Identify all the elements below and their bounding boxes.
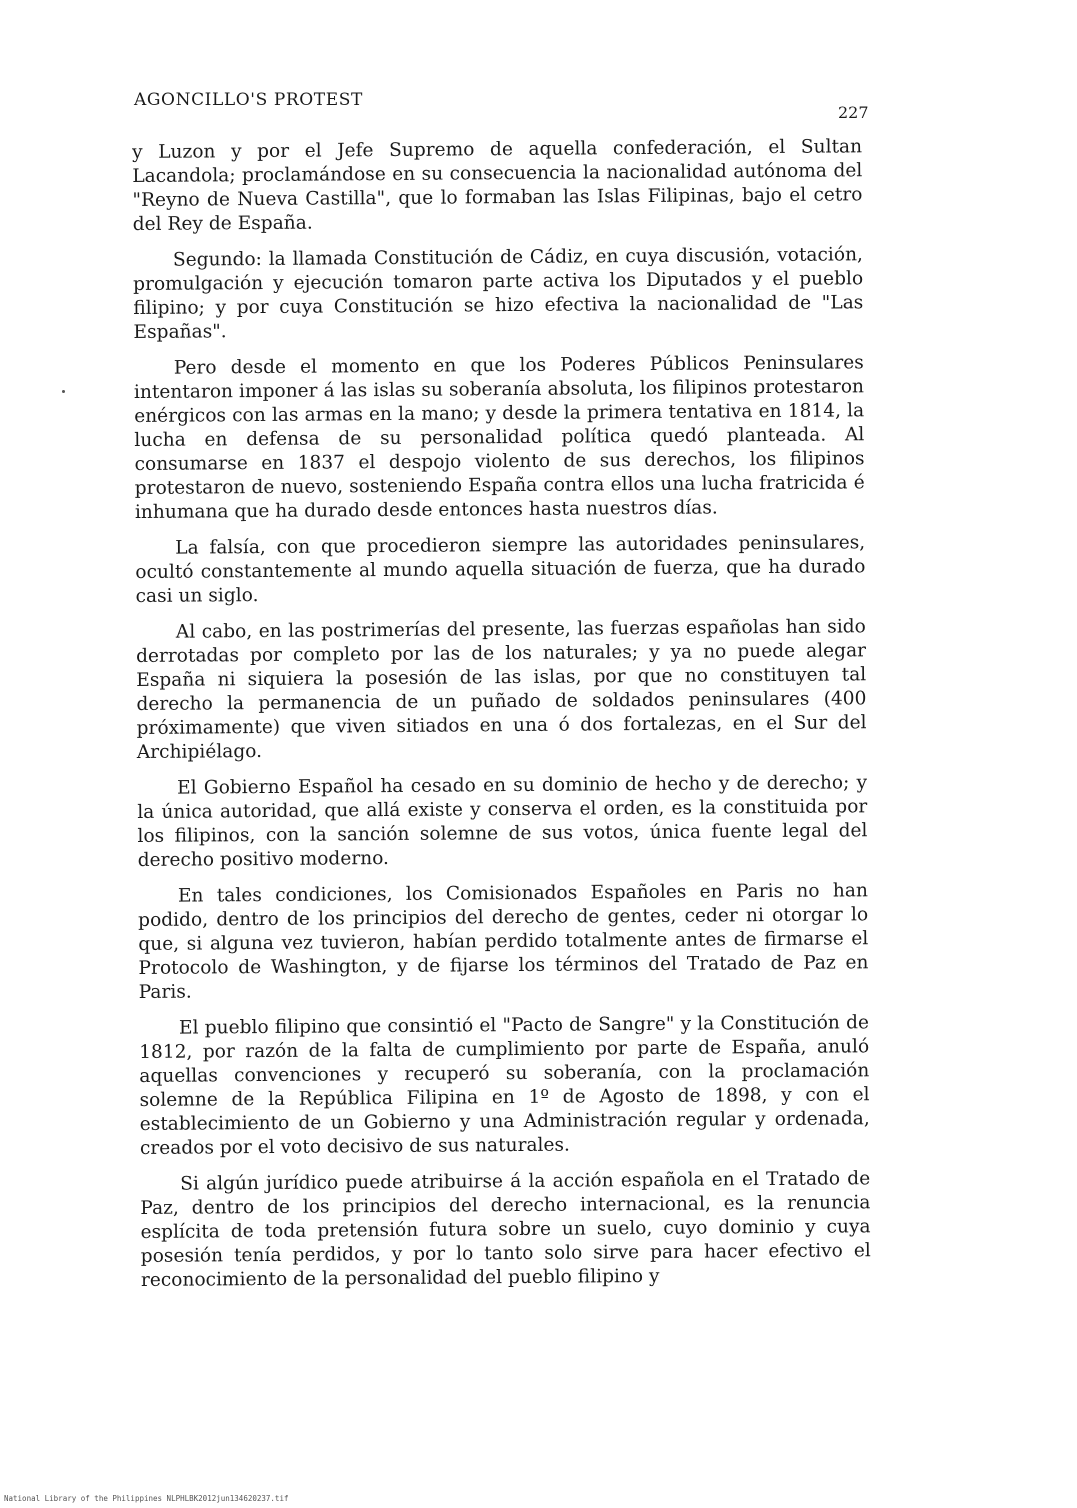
scan-speck: [62, 390, 65, 393]
running-head: AGONCILLO'S PROTEST: [134, 90, 363, 110]
paragraph: Pero desde el momento en que los Poderes Públicos Peninsulares intentaron imponer á las islas su soberanía absoluta, los filipinos protestaron enérgicos con las armas en la mano; y desde la primera tentativa en 1814, la lucha en defensa de su personalidad política quedó planteada. Al consumarse en 1837 el despojo violento de sus derechos, los filipinos protestaron de nuevo, sosteniendo España contra ellos una lucha fratricida é inhumana que ha durado desde entonces hasta nuestros días.: [133, 352, 865, 523]
paragraph: Segundo: la llamada Constitución de Cádiz, en cuya discusión, votación, promulgación y ejecución tomaron parte activa los Diputados y el pueblo filipino; y por cuya Constitución se hizo efectiva la nacionalidad de "Las Españas".: [133, 244, 864, 343]
body-text: [132, 135, 871, 1293]
paragraph: Al cabo, en las postrimerías del presente, las fuerzas españolas han sido derrotadas por completo por las de los naturales; y ya no puede alegar España ni siquiera la posesión de las islas, por que no constituyen tal derecho la permanencia de un puñado de soldados peninsulares (400 próximamente) que viven sitiados en una ó dos fortalezas, en el Sur del Archipiélago.: [135, 616, 867, 763]
paragraph: La falsía, con que procedieron siempre las autoridades peninsulares, ocultó constantemente al mundo aquella situación de fuerza, que ha durado casi un siglo.: [135, 532, 866, 607]
paragraph: Si algún jurídico puede atribuirse á la acción española en el Tratado de Paz, dentro de los principios del derecho internacional, es la renuncia esplícita de toda pretensión futura sobre un suelo, cuyo dominio y cuya posesión tenía perdidos, y por lo tanto solo sirve para hacer efectivo el reconocimiento de la personalidad del pueblo filipino y: [140, 1168, 871, 1291]
scan-footer: National Library of the Philippines NLPHLBK2012jun134620237.tif: [4, 1494, 289, 1503]
paragraph: y Luzon y por el Jefe Supremo de aquella confederación, el Sultan Lacandola; proclamándose en su consecuencia la nacionalidad autónoma del "Reyno de Nueva Castilla", que lo formaban las Islas Filipinas, bajo el cetro del Rey de España.: [132, 136, 863, 235]
paragraph: El pueblo filipino que consintió el "Pacto de Sangre" y la Constitución de 1812, por razón de la falta de cumplimiento por parte de España, anuló aquellas convenciones y recuperó su soberanía, con la proclamación solemne de la República Filipina en 1º de Agosto de 1898, y con el establecimiento de un Gobierno y una Administración regular y ordenada, creados por el voto decisivo de sus naturales.: [139, 1012, 870, 1159]
paragraph: En tales condiciones, los Comisionados Españoles en Paris no han podido, dentro de los principios del derecho de gentes, ceder ni otorgar lo que, si alguna vez tuvieron, habían perdido totalmente antes de firmarse el Protocolo de Washington, y de fijarse los términos del Tratado de Paz en Paris.: [138, 880, 869, 1003]
paragraph: El Gobierno Español ha cesado en su dominio de hecho y de derecho; y la única autoridad, que allá existe y conserva el orden, es la constituida por los filipinos, con la sanción solemne de sus votos, única fuente legal del derecho positivo moderno.: [137, 772, 868, 871]
page-number: 227: [838, 103, 869, 122]
